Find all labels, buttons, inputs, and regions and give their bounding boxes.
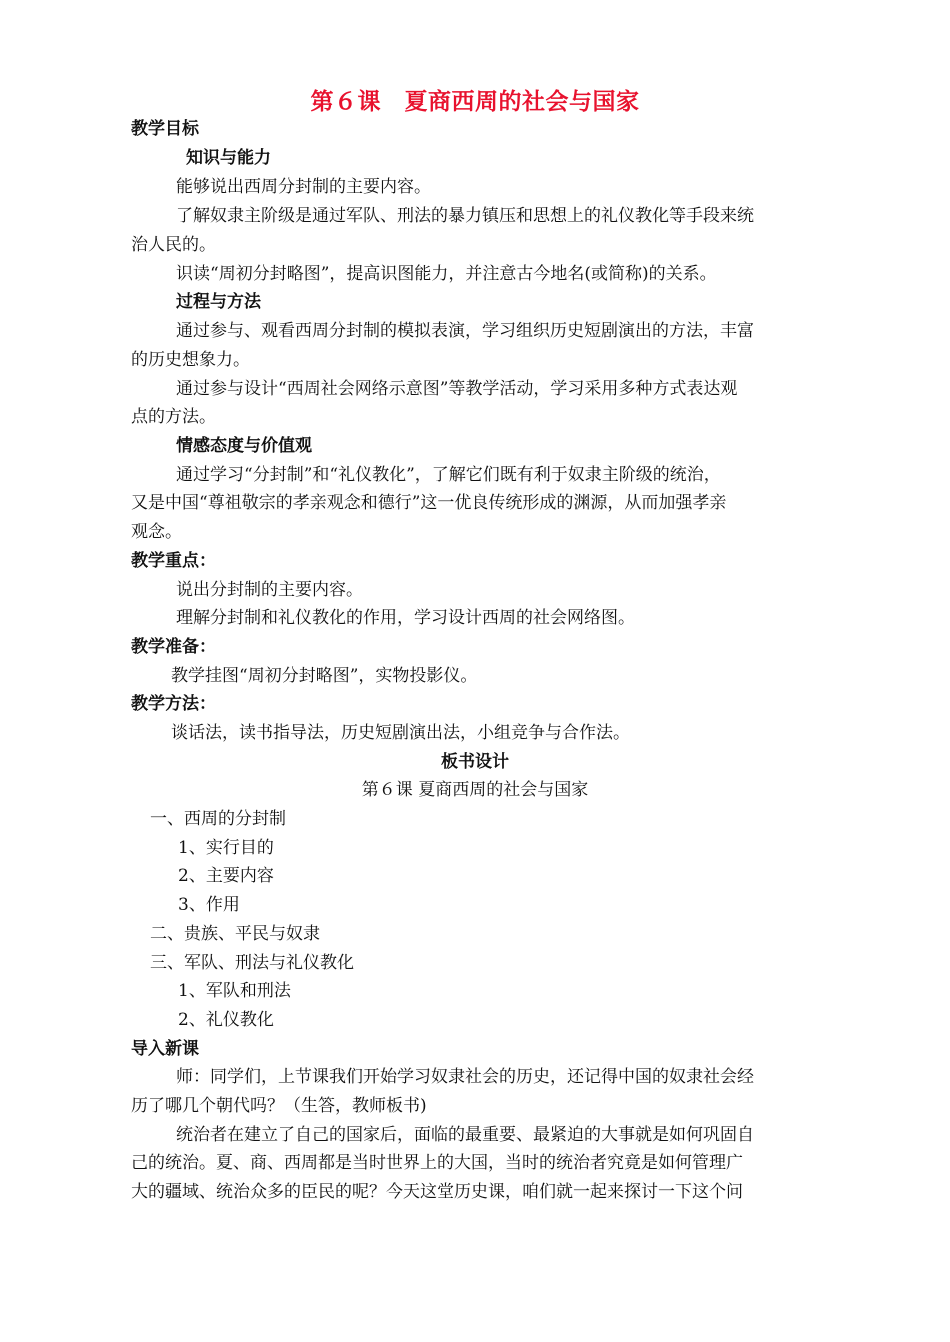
process-paragraph-1: 通过参与、观看西周分封制的模拟表演，学习组织历史短剧演出的方法，丰富 [176, 321, 754, 341]
preparation-heading: 教学准备： [131, 637, 216, 657]
knowledge-paragraph-1: 能够说出西周分封制的主要内容。 [176, 177, 431, 197]
key-points-item-2: 理解分封制和礼仪教化的作用，学习设计西周的社会网络图。 [176, 608, 635, 628]
intro-paragraph-2: 统治者在建立了自己的国家后，面临的最重要、最紧迫的大事就是如何巩固自 [176, 1125, 754, 1145]
board-section-1: 一、西周的分封制 [150, 809, 286, 829]
intro-paragraph-2-cont2: 大的疆域、统治众多的臣民的呢？今天这堂历史课，咱们就一起来探讨一下这个问 [131, 1182, 743, 1202]
knowledge-paragraph-3: 识读“周初分封略图”，提高识图能力，并注意古今地名(或简称)的关系。 [176, 264, 717, 284]
key-points-item-1: 说出分封制的主要内容。 [176, 580, 363, 600]
knowledge-paragraph-2: 了解奴隶主阶级是通过军队、刑法的暴力镇压和思想上的礼仪教化等手段来统 [176, 206, 754, 226]
page-title: 第６课 夏商西周的社会与国家 [310, 89, 640, 115]
board-section-3-item-1: 1、军队和刑法 [178, 981, 291, 1001]
methods-heading: 教学方法： [131, 694, 216, 714]
process-paragraph-1-cont: 的历史想象力。 [131, 350, 250, 370]
knowledge-heading: 知识与能力 [186, 148, 271, 168]
board-section-3: 三、军队、刑法与礼仪教化 [150, 953, 354, 973]
knowledge-paragraph-2-cont: 治人民的。 [131, 235, 216, 255]
board-section-1-item-3: 3、作用 [178, 895, 240, 915]
objectives-heading: 教学目标 [131, 119, 199, 139]
intro-heading: 导入新课 [131, 1039, 199, 1059]
emotion-paragraph-1: 通过学习“分封制”和“礼仪教化”，了解它们既有利于奴隶主阶级的统治， [176, 465, 721, 485]
board-section-3-item-2: 2、礼仪教化 [178, 1010, 274, 1030]
preparation-text: 教学挂图“周初分封略图”，实物投影仪。 [171, 666, 478, 686]
board-section-1-item-1: 1、实行目的 [178, 838, 274, 858]
intro-paragraph-2-cont: 己的统治。夏、商、西周都是当时世界上的大国，当时的统治者究竟是如何管理广 [131, 1153, 743, 1173]
emotion-paragraph-1-cont: 又是中国“尊祖敬宗的孝亲观念和德行”这一优良传统形成的渊源，从而加强孝亲 [131, 493, 727, 513]
process-heading: 过程与方法 [176, 292, 261, 312]
key-points-heading: 教学重点： [131, 551, 216, 571]
emotion-paragraph-1-end: 观念。 [131, 522, 182, 542]
board-section-1-item-2: 2、主要内容 [178, 866, 274, 886]
board-section-2: 二、贵族、平民与奴隶 [150, 924, 320, 944]
process-paragraph-2: 通过参与设计“西周社会网络示意图”等教学活动，学习采用多种方式表达观 [176, 379, 738, 399]
board-subtitle: 第６课 夏商西周的社会与国家 [361, 780, 589, 800]
process-paragraph-2-cont: 点的方法。 [131, 407, 216, 427]
methods-text: 谈话法，读书指导法，历史短剧演出法，小组竞争与合作法。 [171, 723, 630, 743]
intro-paragraph-1-cont: 历了哪几个朝代吗？（生答，教师板书) [131, 1096, 427, 1116]
board-heading: 板书设计 [441, 752, 509, 772]
intro-paragraph-1: 师：同学们，上节课我们开始学习奴隶社会的历史，还记得中国的奴隶社会经 [176, 1067, 754, 1087]
emotion-heading: 情感态度与价值观 [176, 436, 312, 456]
